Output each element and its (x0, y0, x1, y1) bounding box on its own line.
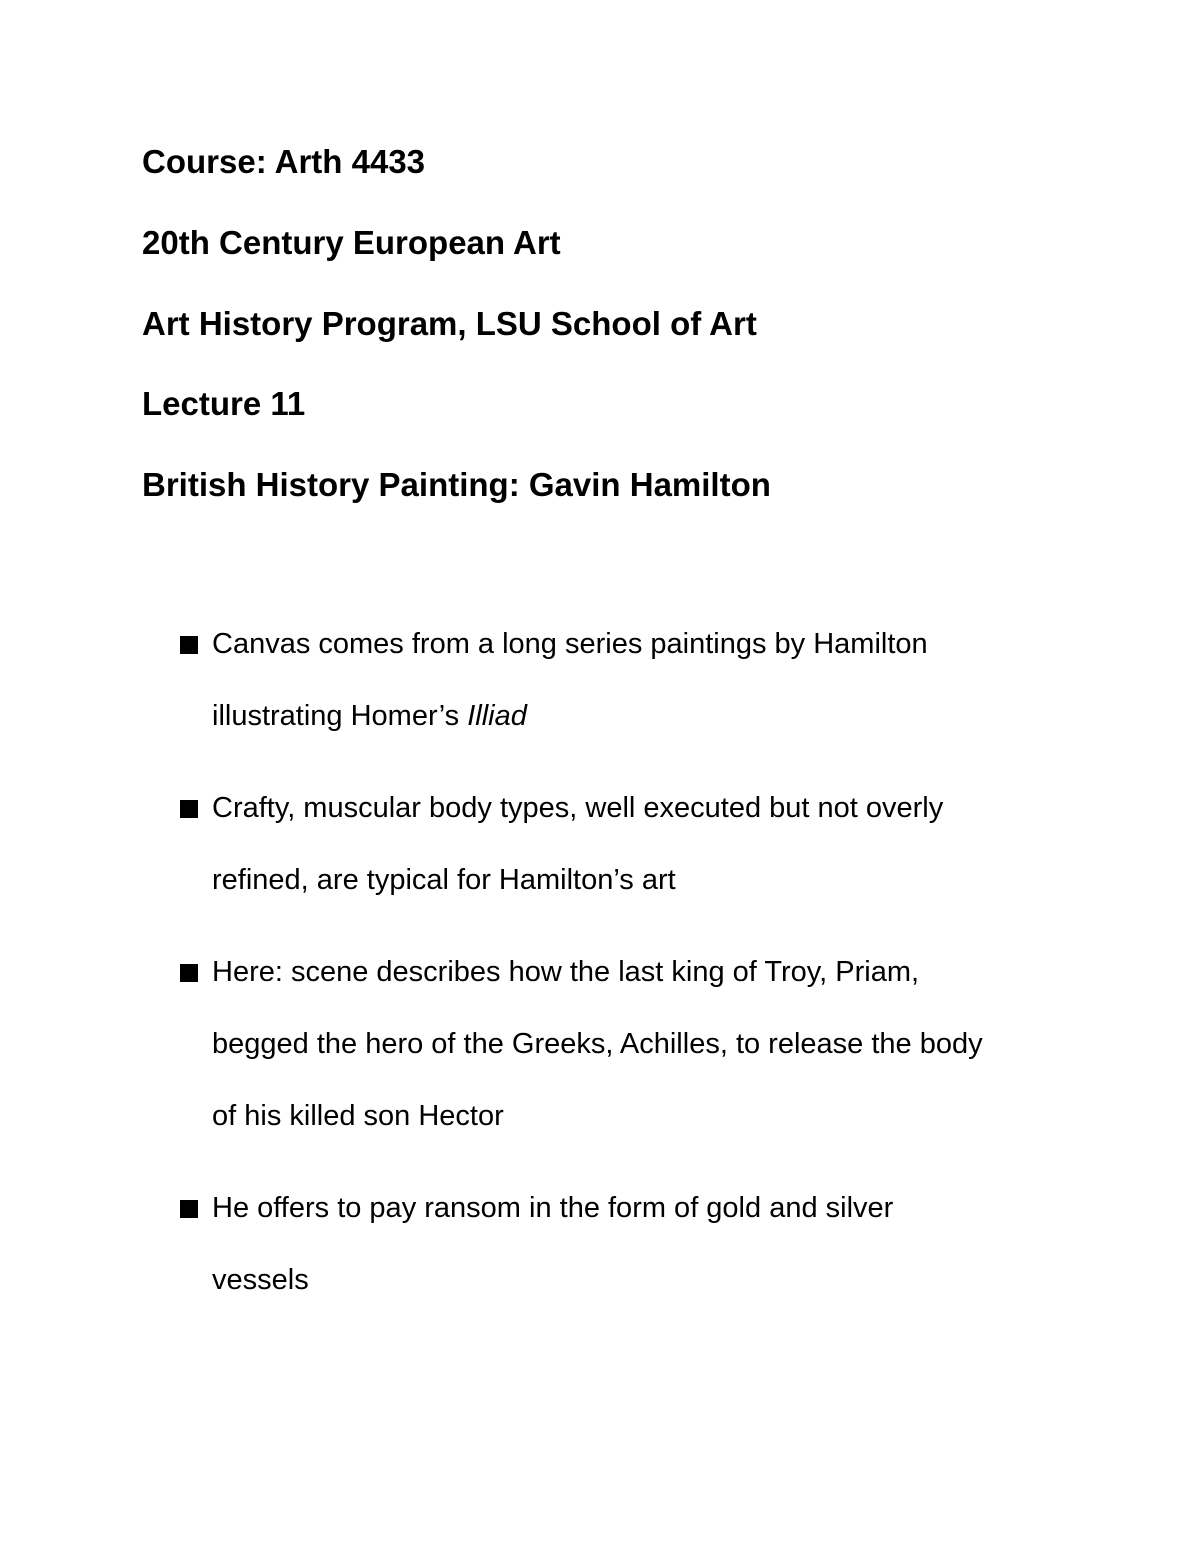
list-item-line: refined, are typical for Hamilton’s art (212, 864, 676, 896)
list-item-text (212, 608, 1072, 752)
list-item-line: begged the hero of the Greeks, Achilles, to release the body (212, 1028, 983, 1060)
program-name: Art History Program, LSU School of Art (142, 305, 757, 342)
list-item-line: Crafty, muscular body types, well executed but not overly (212, 792, 944, 824)
italic-title: Illiad (467, 700, 527, 732)
square-bullet-icon (180, 800, 198, 818)
course-code: Course: Arth 4433 (142, 143, 426, 180)
square-bullet-icon (180, 964, 198, 982)
list-item-text (212, 936, 1072, 1152)
list-item-line: Canvas comes from a long series paintings by Hamilton (212, 628, 928, 660)
list-item-line: Here: scene describes how the last king of Troy, Priam, (212, 956, 920, 988)
list-item-line-text: illustrating Homer’s (212, 700, 468, 732)
list-item-line (212, 680, 1072, 752)
list-item-line: vessels (212, 1264, 309, 1296)
list-item-text (212, 772, 1072, 916)
list-item-line: of his killed son Hector (212, 1100, 504, 1132)
list-item-line: He offers to pay ransom in the form of gold and silver (212, 1192, 894, 1224)
square-bullet-icon (180, 636, 198, 654)
lecture-topic: British History Painting: Gavin Hamilton (142, 466, 771, 503)
lecture-number: Lecture 11 (142, 385, 306, 422)
course-title: 20th Century European Art (142, 224, 561, 261)
square-bullet-icon (180, 1200, 198, 1218)
list-item-text (212, 1172, 1072, 1316)
